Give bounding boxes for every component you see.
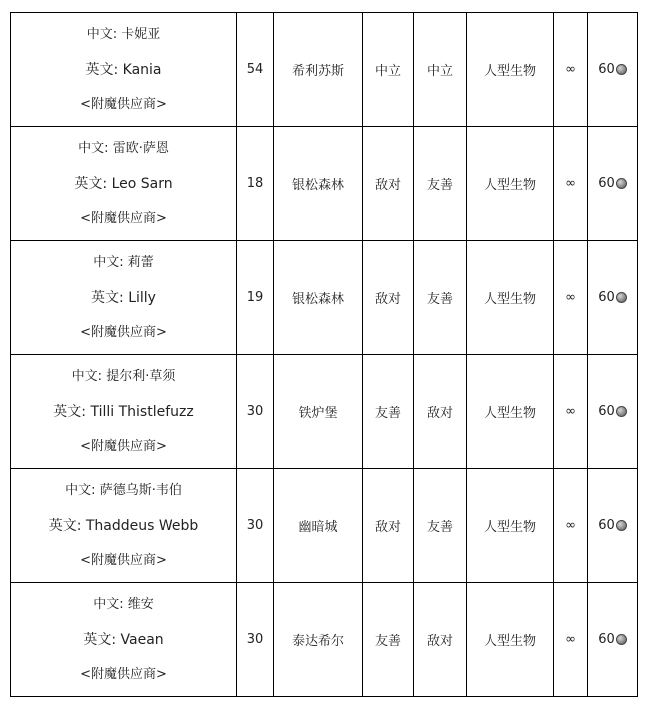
- english-name-prefix: 英文:: [91, 289, 129, 306]
- horde-reaction-cell: 友善: [414, 127, 467, 241]
- npc-english-name: [11, 289, 236, 307]
- npc-english-name: [11, 631, 236, 649]
- vendor-role-tag: <附魔供应商>: [80, 96, 167, 112]
- npc-level-cell: 30: [237, 355, 274, 469]
- creature-type-cell: 人型生物: [467, 469, 554, 583]
- npc-location-cell: 银松森林: [274, 127, 363, 241]
- respawn-cell: ∞: [554, 241, 588, 355]
- price-amount: 60: [598, 176, 615, 191]
- price-cell: [588, 127, 638, 241]
- chinese-name-value: 萨德乌斯·韦伯: [99, 482, 182, 498]
- npc-location-cell: 银松森林: [274, 241, 363, 355]
- vendor-table-body: [11, 13, 638, 697]
- creature-type-cell: 人型生物: [467, 355, 554, 469]
- chinese-name-prefix: 中文:: [71, 368, 107, 384]
- npc-name-cell: [11, 241, 237, 355]
- table-row: [11, 355, 638, 469]
- horde-reaction-cell: 敌对: [414, 355, 467, 469]
- english-name-value: Lilly: [128, 289, 156, 306]
- english-name-value: Kania: [122, 61, 162, 78]
- price-value-wrap: [598, 518, 627, 533]
- price-amount: 60: [598, 404, 615, 419]
- price-cell: [588, 469, 638, 583]
- npc-level-cell: 18: [237, 127, 274, 241]
- npc-name-cell: [11, 355, 237, 469]
- respawn-cell: ∞: [554, 469, 588, 583]
- alliance-reaction-cell: 中立: [363, 13, 414, 127]
- english-name-prefix: 英文:: [74, 175, 112, 192]
- price-cell: [588, 241, 638, 355]
- npc-location-cell: 铁炉堡: [274, 355, 363, 469]
- vendor-role-tag: <附魔供应商>: [80, 324, 167, 340]
- horde-reaction-cell: 中立: [414, 13, 467, 127]
- creature-type-cell: 人型生物: [467, 241, 554, 355]
- npc-name-cell: [11, 469, 237, 583]
- respawn-cell: ∞: [554, 355, 588, 469]
- chinese-name-prefix: 中文:: [78, 140, 113, 156]
- alliance-reaction-cell: 敌对: [363, 127, 414, 241]
- vendor-role-tag: <附魔供应商>: [80, 210, 167, 226]
- horde-reaction-cell: 敌对: [414, 583, 467, 697]
- price-value-wrap: [598, 290, 627, 305]
- npc-english-name: [11, 175, 236, 193]
- english-name-value: Thaddeus Webb: [85, 517, 199, 534]
- chinese-name-value: 雷欧·萨恩: [112, 140, 169, 156]
- table-row: [11, 469, 638, 583]
- table-row: [11, 127, 638, 241]
- creature-type-cell: 人型生物: [467, 583, 554, 697]
- npc-name-cell: [11, 583, 237, 697]
- chinese-name-value: 卡妮亚: [121, 26, 161, 42]
- price-amount: 60: [598, 62, 615, 77]
- silver-coin-icon: [616, 520, 627, 531]
- npc-location-cell: 幽暗城: [274, 469, 363, 583]
- npc-chinese-name: [11, 596, 236, 614]
- table-row: [11, 13, 638, 127]
- price-cell: [588, 355, 638, 469]
- price-amount: 60: [598, 518, 615, 533]
- price-amount: 60: [598, 632, 615, 647]
- vendor-table: [10, 12, 638, 697]
- npc-english-name: [11, 517, 236, 535]
- english-name-value: Leo Sarn: [111, 175, 173, 192]
- english-name-prefix: 英文:: [85, 61, 123, 78]
- price-value-wrap: [598, 62, 627, 77]
- price-cell: [588, 13, 638, 127]
- npc-level-cell: 19: [237, 241, 274, 355]
- table-row: [11, 583, 638, 697]
- chinese-name-value: 维安: [127, 596, 154, 612]
- price-value-wrap: [598, 176, 627, 191]
- price-amount: 60: [598, 290, 615, 305]
- chinese-name-prefix: 中文:: [65, 482, 100, 498]
- english-name-value: Vaean: [120, 631, 164, 648]
- silver-coin-icon: [616, 406, 627, 417]
- npc-english-name: [11, 403, 236, 421]
- vendor-role-tag: <附魔供应商>: [80, 438, 167, 454]
- vendor-role-tag: <附魔供应商>: [80, 552, 167, 568]
- price-value-wrap: [598, 632, 627, 647]
- english-name-prefix: 英文:: [48, 517, 86, 534]
- price-cell: [588, 583, 638, 697]
- silver-coin-icon: [616, 292, 627, 303]
- silver-coin-icon: [616, 178, 627, 189]
- npc-level-cell: 54: [237, 13, 274, 127]
- english-name-prefix: 英文:: [83, 631, 121, 648]
- english-name-value: Tilli Thistlefuzz: [90, 403, 194, 420]
- alliance-reaction-cell: 敌对: [363, 469, 414, 583]
- npc-level-cell: 30: [237, 583, 274, 697]
- npc-chinese-name: [11, 140, 236, 158]
- chinese-name-value: 提尔利·草须: [106, 368, 176, 384]
- npc-name-cell: [11, 127, 237, 241]
- price-value-wrap: [598, 404, 627, 419]
- respawn-cell: ∞: [554, 127, 588, 241]
- respawn-cell: ∞: [554, 583, 588, 697]
- chinese-name-prefix: 中文:: [86, 26, 122, 42]
- npc-english-name: [11, 61, 236, 79]
- npc-name-cell: [11, 13, 237, 127]
- silver-coin-icon: [616, 64, 627, 75]
- vendor-role-tag: <附魔供应商>: [80, 666, 167, 682]
- alliance-reaction-cell: 敌对: [363, 241, 414, 355]
- npc-location-cell: 希利苏斯: [274, 13, 363, 127]
- chinese-name-prefix: 中文:: [93, 254, 128, 270]
- alliance-reaction-cell: 友善: [363, 355, 414, 469]
- npc-chinese-name: [11, 26, 236, 44]
- creature-type-cell: 人型生物: [467, 127, 554, 241]
- silver-coin-icon: [616, 634, 627, 645]
- npc-level-cell: 30: [237, 469, 274, 583]
- english-name-prefix: 英文:: [53, 403, 91, 420]
- chinese-name-value: 莉蕾: [127, 254, 154, 270]
- alliance-reaction-cell: 友善: [363, 583, 414, 697]
- npc-chinese-name: [11, 482, 236, 500]
- horde-reaction-cell: 友善: [414, 241, 467, 355]
- npc-chinese-name: [11, 254, 236, 272]
- creature-type-cell: 人型生物: [467, 13, 554, 127]
- table-row: [11, 241, 638, 355]
- chinese-name-prefix: 中文:: [93, 596, 128, 612]
- horde-reaction-cell: 友善: [414, 469, 467, 583]
- npc-location-cell: 泰达希尔: [274, 583, 363, 697]
- npc-chinese-name: [11, 368, 236, 386]
- respawn-cell: ∞: [554, 13, 588, 127]
